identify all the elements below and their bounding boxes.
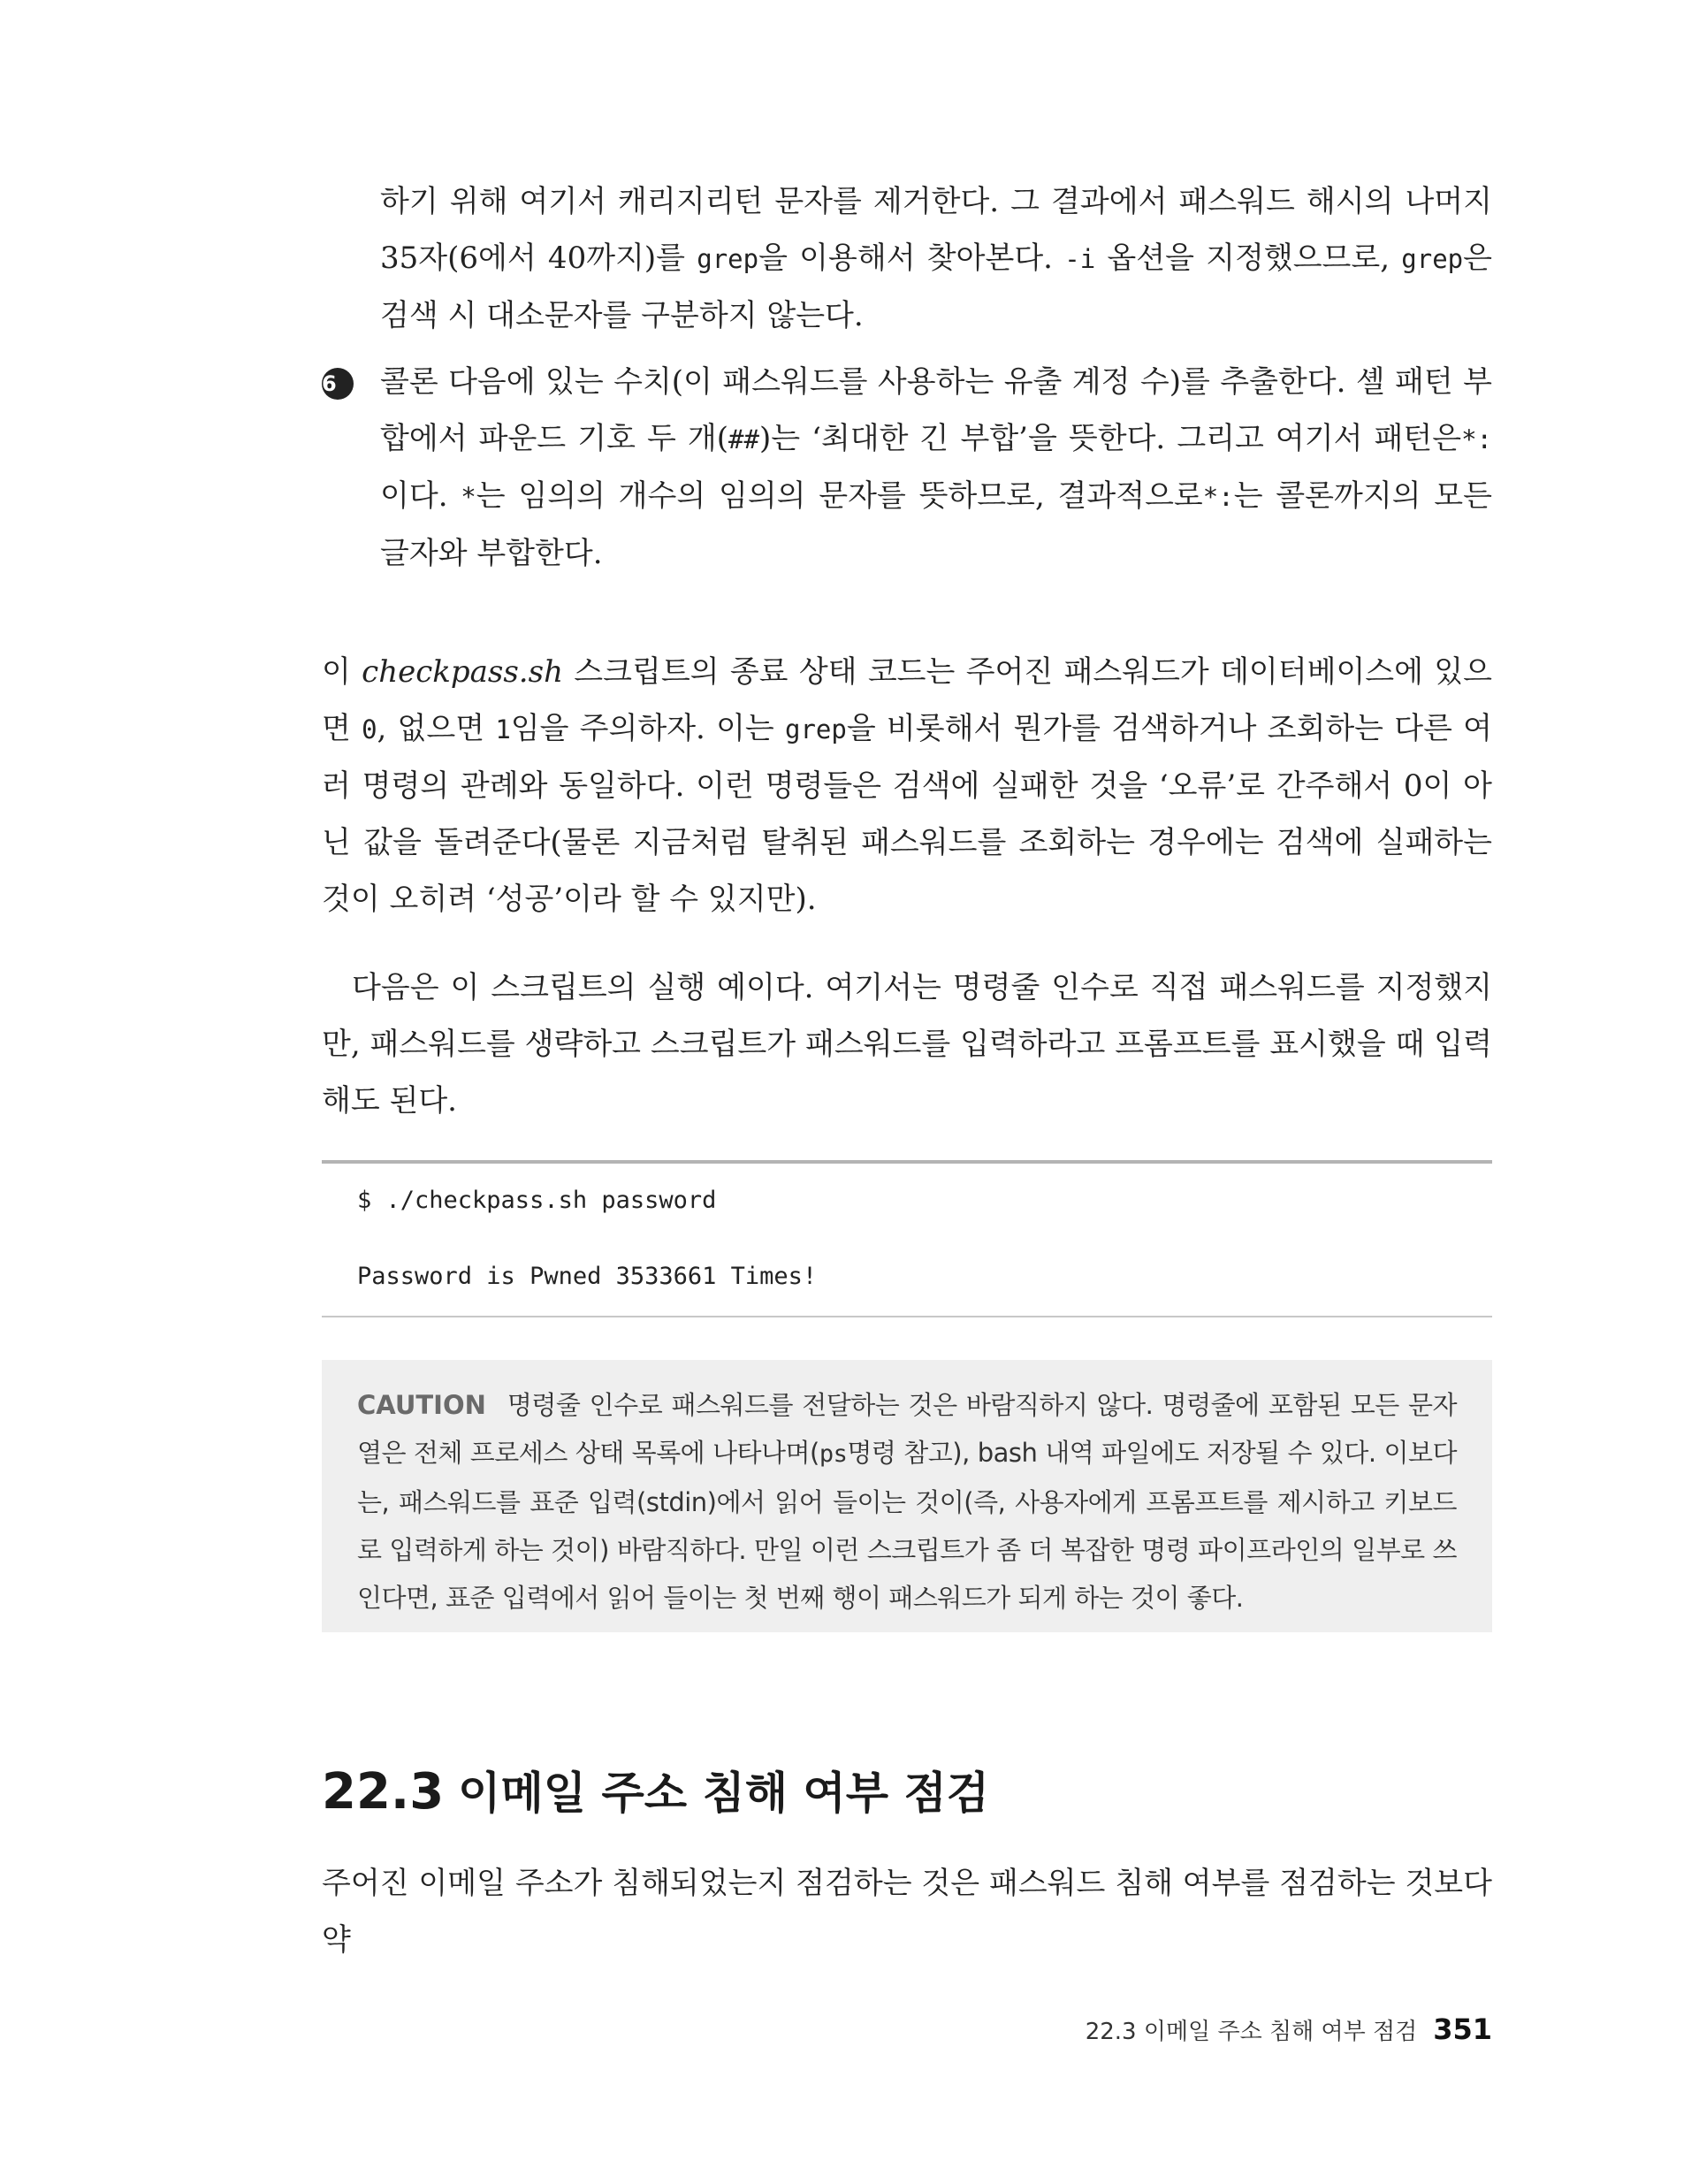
body-paragraph-exit-status [322,644,1492,928]
page-footer [1086,2012,1492,2046]
caution-label: CAUTION [357,1390,486,1420]
code-block [322,1160,1492,1317]
text-run: 이다. [380,478,461,514]
code-line-command: $ ./checkpass.sh password [357,1187,717,1214]
body-paragraph-email-intro [322,1855,1492,1968]
text-run: 임을 주의하자. 이는 [510,711,785,746]
list-item-continuation [380,173,1492,344]
list-item-text [380,354,1492,582]
text-run: 을 비롯해서 뭔가를 검색하거나 조회하는 다른 여러 명령의 관례와 동일하다. 이런 명령들은 검색에 실패한 것을 ‘오류’로 간주해서 0이 아닌 값을 돌려준다(물론 지금처럼 탈취된 패스워드를 조회하는 경우에는 검색에 실패하는 것이 오히려 ‘성공’이라 할 수 있지만). [322,711,1492,917]
inline-code: ## [728,424,759,454]
section-title: 이메일 주소 침해 여부 점검 [458,1768,990,1819]
text-run: , 없으면 [377,711,496,746]
text-run: 은 검색 시 대소문자를 구분하지 않는다. [380,241,1492,333]
text-run: 스크립트의 종료 상태 코드는 주어진 패스워드가 데이터베이스에 있으면 [322,654,1493,746]
inline-code: 1 [495,714,511,745]
text-run: 명령줄 인수로 패스워드를 전달하는 것은 바람직하지 않다. 명령줄에 포함된 모든 문자열은 전체 프로세스 상태 목록에 나타나며( [357,1390,1457,1468]
text-run: 명령 참고), bash 내역 파일에도 저장될 수 있다. 이보다는, 패스워드를 표준 입력(stdin)에서 읽어 들이는 것이(즉, 사용자에게 프롬프트를 제시하고 키보드로 입력하게 하는 것이) 바람직하다. 만일 이런 스크립트가 좀 더 복잡한 명령 파이프라인의 일부로 쓰인다면, 표준 입력에서 읽어 들이는 첫 번째 행이 패스워드가 되게 하는 것이 좋다. [357,1438,1457,1613]
text-run: )는 ‘최대한 긴 부합’을 뜻한다. 그리고 여기서 패턴은 [758,421,1462,456]
text-run: 이 [322,654,362,690]
list-item-6 [322,354,1492,582]
text-run: 하기 위해 여기서 캐리지리턴 문자를 제거한다. 그 결과에서 패스워드 해시의 나머지35자(6에서 40까지)를 [380,184,1492,276]
text-run: 는 임의의 개수의 임의의 문자를 뜻하므로, 결과적으로 [476,478,1203,514]
inline-code: grep [784,714,847,745]
body-paragraph-example-intro [322,959,1492,1129]
list-number-marker: 6 [322,368,354,400]
code-line-output: Password is Pwned 3533661 Times! [357,1263,818,1290]
inline-code: ps [819,1440,848,1468]
inline-code: * [461,482,476,512]
text-run: 을 이용해서 찾아본다. [758,241,1065,276]
text-run: 옵션을 지정했으므로, [1095,241,1402,276]
inline-code: 0 [362,714,377,745]
inline-code: -i [1064,244,1096,274]
inline-code: grep [697,244,759,274]
text-run: 콜론 다음에 있는 수치(이 패스워드를 사용하는 유출 계정 수)를 추출한다. 셸 패턴 부합에서 파운드 기호 두 개( [380,364,1492,456]
section-heading [322,1758,989,1821]
section-number: 22.3 [322,1763,445,1821]
text-run: 는 콜론까지의 모든 글자와 부합한다. [380,478,1492,571]
inline-code: grep [1401,244,1464,274]
caution-text [357,1381,1457,1622]
running-title: 22.3 이메일 주소 침해 여부 점검 [1085,2019,1418,2045]
text-run: 주어진 이메일 주소가 침해되었는지 점검하는 것은 패스워드 침해 여부를 점검하는 것보다 약 [322,1866,1492,1958]
text-run: 다음은 이 스크립트의 실행 예이다. 여기서는 명령줄 인수로 직접 패스워드를 지정했지만, 패스워드를 생략하고 스크립트가 패스워드를 입력하라고 프롬프트를 표시했을 때 입력해도 된다. [322,970,1492,1119]
page-number: 351 [1433,2012,1492,2046]
script-filename: checkpass.sh [362,654,563,690]
inline-code: *: [1202,482,1234,512]
caution-box [322,1360,1492,1632]
inline-code: *: [1461,424,1492,454]
